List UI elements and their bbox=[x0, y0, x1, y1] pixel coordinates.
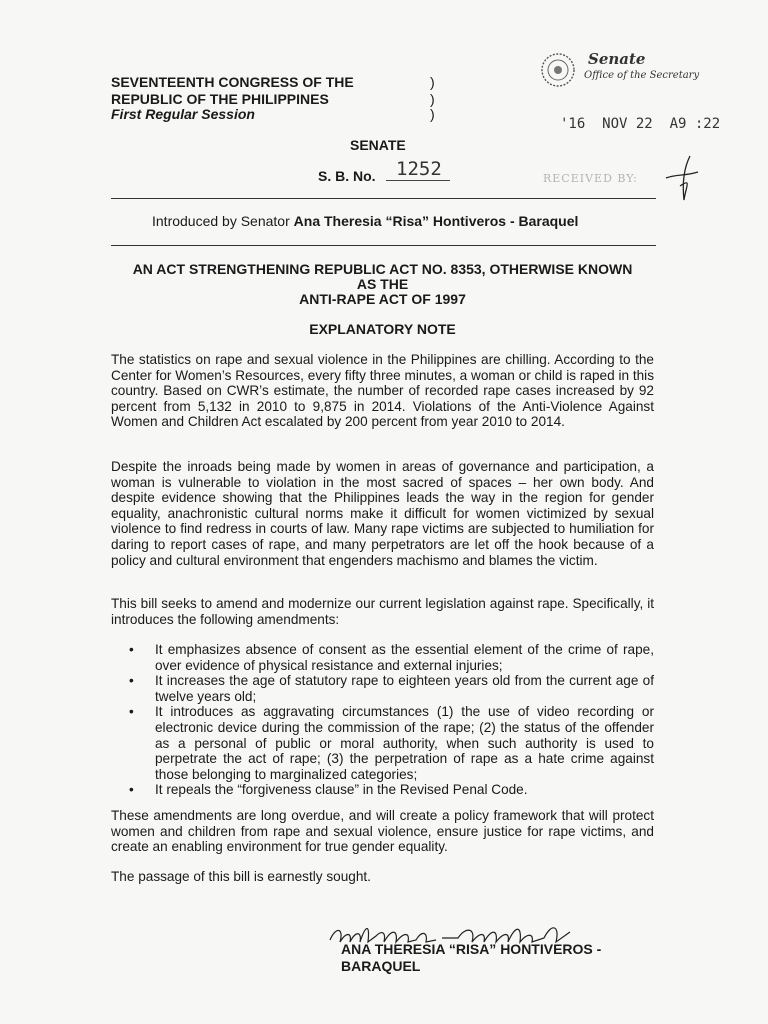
signatory-name-line-1: ANA THERESIA “RISA” HONTIVEROS - bbox=[341, 941, 602, 957]
closing-sentence: The passage of this bill is earnestly sought. bbox=[111, 869, 371, 884]
bill-title bbox=[111, 262, 654, 307]
bullet-icon: • bbox=[129, 704, 134, 720]
paren-3: ) bbox=[430, 106, 435, 122]
list-item: • It introduces as aggravating circumstances (1) the use of video recording or electronic device during the commission of the rape; (2) the status of the offender as a personal of public or moral authority, when such authority is used to perpetrate the act of rape; (3) the perpetration of rape as a hate crime against those belonging to marginalized categories; bbox=[129, 704, 654, 782]
introduced-prefix: Introduced by Senator bbox=[152, 213, 294, 229]
congress-line-2: REPUBLIC OF THE PHILIPPINES bbox=[111, 91, 329, 107]
signatory-name-line-2: BARAQUEL bbox=[341, 958, 421, 974]
introduced-senator-name: Ana Theresia “Risa” Hontiveros - Baraquel bbox=[293, 213, 579, 229]
senate-seal-icon bbox=[540, 52, 576, 88]
header-divider bbox=[111, 198, 656, 199]
list-item: • It repeals the “forgiveness clause” in the Revised Penal Code. bbox=[129, 782, 528, 798]
paren-1: ) bbox=[430, 74, 435, 90]
sb-number: 1252 bbox=[396, 158, 442, 180]
stamp-received-label: RECEIVED BY: bbox=[543, 172, 638, 185]
introduced-divider bbox=[111, 245, 656, 246]
congress-line-1: SEVENTEENTH CONGRESS OF THE bbox=[111, 74, 354, 90]
sb-label: S. B. No. bbox=[318, 168, 376, 184]
senate-label: SENATE bbox=[350, 137, 406, 153]
paragraph-2: Despite the inroads being made by women in areas of governance and participation, a woman is vulnerable to violation in the most sacred of spaces – her own body. And despite evidence showing that the Philippines leads the way in the region for gender equality, anachronistic cultural norms make it difficult for women victimized by sexual violence to find redress in courts of law. Many rape victims are subjected to humiliation for daring to report cases of rape, and many perpetrators are let off the hook because of a policy and cultural environment that engenders machismo and blames the victim. bbox=[111, 459, 654, 568]
stamp-datetime: '16 NOV 22 A9 :22 bbox=[560, 116, 721, 132]
stamp-seal-title: Senate bbox=[588, 50, 646, 68]
bill-title-line-1: AN ACT STRENGTHENING REPUBLIC ACT NO. 8353, OTHERWISE KNOWN bbox=[132, 261, 633, 277]
introduced-line bbox=[152, 213, 578, 229]
bullet-icon: • bbox=[129, 642, 134, 657]
stamp-office: Office of the Secretary bbox=[584, 70, 700, 81]
bullet-icon: • bbox=[129, 782, 134, 798]
paren-2: ) bbox=[430, 91, 435, 107]
explanatory-note-heading: EXPLANATORY NOTE bbox=[309, 321, 456, 337]
amendments-list bbox=[111, 642, 654, 798]
list-item: • It emphasizes absence of consent as the essential element of the crime of rape, over evidence of physical resistance and external injuries; bbox=[129, 642, 654, 673]
bill-title-line-3: ANTI-RAPE ACT OF 1997 bbox=[299, 291, 466, 307]
received-initials-icon bbox=[662, 152, 702, 204]
paragraph-1: The statistics on rape and sexual violence in the Philippines are chilling. According to the Center for Women’s Resources, every fifty three minutes, a woman or child is raped in this country. Based on CWR’s estimate, the number of recorded rape cases increased by 92 percent from 5,132 in 2010 to 9,875 in 2014. Violations of the Anti-Violence Against Women and Children Act escalated by 200 percent from year 2010 to 2014. bbox=[111, 352, 654, 430]
bill-title-line-2: AS THE bbox=[356, 276, 409, 292]
list-item: • It increases the age of statutory rape to eighteen years old from the current age of twelve years old; bbox=[129, 673, 654, 704]
sb-number-underline bbox=[386, 180, 450, 181]
session-label: First Regular Session bbox=[111, 106, 255, 122]
bullet-icon: • bbox=[129, 673, 134, 689]
closing-paragraph: These amendments are long overdue, and will create a policy framework that will protect women and children from rape and sexual violence, ensure justice for rape victims, and create an enabling environment for true gender equality. bbox=[111, 808, 654, 855]
paragraph-3: This bill seeks to amend and modernize our current legislation against rape. Specifically, it introduces the following amendments: bbox=[111, 596, 654, 627]
